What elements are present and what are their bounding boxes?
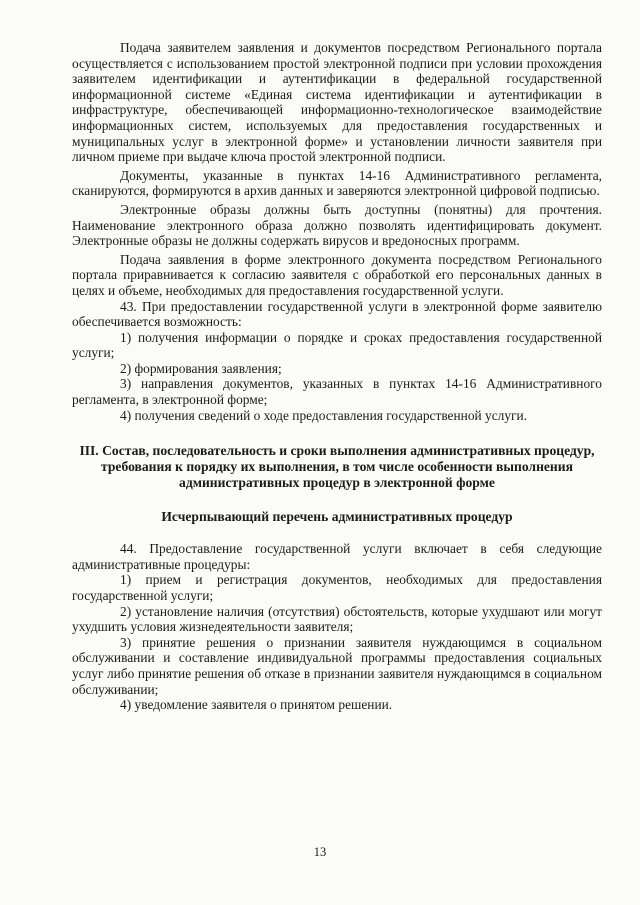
paragraph-signature-conditions: Подача заявителем заявления и документов посредством Регионального портала осуществляется с использованием простой электронной подписи при условии прохождения заявителем идентификации и аутентификации в федеральной государственной информационной системе «Единая система идентификации и аутентификации в инфраструктуре, обеспечивающей информационно-технологическое взаимодействие информационных систем, используемых для предоставления государственных и муниципальных услуг в электронной форме» и установлении личности заявителя при личном приеме при выдаче ключа простой электронной подписи. (72, 40, 602, 165)
page-number: 13 (313, 845, 327, 859)
subsection-title: Исчерпывающий перечень административных процедур (161, 509, 513, 525)
list-item-43-4: 4) получения сведений о ходе предоставления государственной услуги. (120, 407, 528, 423)
paragraph-electronic-images: Электронные образы должны быть доступны (понятны) для прочтения. Наименование электронного образа должно позволять идентифицировать документ. Электронные образы не должны содержать вирусов и вредоносных программ. (72, 201, 602, 249)
list-item-44-1: 1) прием и регистрация документов, необходимых для предоставления государственной услуги; (72, 572, 602, 604)
paragraph-item-44: 44. Предоставление государственной услуги включает в себя следующие административные процедуры: (72, 541, 602, 572)
paragraph-item-43: 43. При предоставлении государственной услуги в электронной форме заявителю обеспечивается возможность: (72, 298, 602, 330)
list-item-44-4: 4) уведомление заявителя о принятом решении. (120, 697, 393, 713)
list-item-44-2: 2) установление наличия (отсутствия) обстоятельств, которые ухудшают или могут ухудшить условия жизнедеятельности заявителя; (72, 603, 602, 635)
list-item-43-2: 2) формирования заявления; (120, 360, 282, 376)
paragraph-scanned-documents: Документы, указанные в пунктах 14-16 Административного регламента, сканируются, формируются в архив данных и заверяются электронной цифровой подписью. (72, 167, 602, 199)
list-item-44-3: 3) принятие решения о признании заявителя нуждающимся в социальном обслуживании и составление индивидуальной программы предоставления социальных услуг либо принятие решения об отказе в признании заявителя нуждающимся в социальном обслуживании; (72, 634, 602, 697)
list-item-43-1: 1) получения информации о порядке и сроках предоставления государственной услуги; (72, 329, 602, 361)
section-title: III. Состав, последовательность и сроки выполнения административных процедур, требования к порядку их выполнения, в том числе особенности выполнения административных процедур в электронной форме (79, 443, 595, 491)
paragraph-consent: Подача заявления в форме электронного документа посредством Регионального портала приравнивается к согласию заявителя с обработкой его персональных данных в целях и объеме, необходимых для предоставления государственной услуги. (72, 251, 602, 298)
list-item-43-3: 3) направления документов, указанных в пунктах 14-16 Административного регламента, в электронной форме; (72, 376, 602, 408)
